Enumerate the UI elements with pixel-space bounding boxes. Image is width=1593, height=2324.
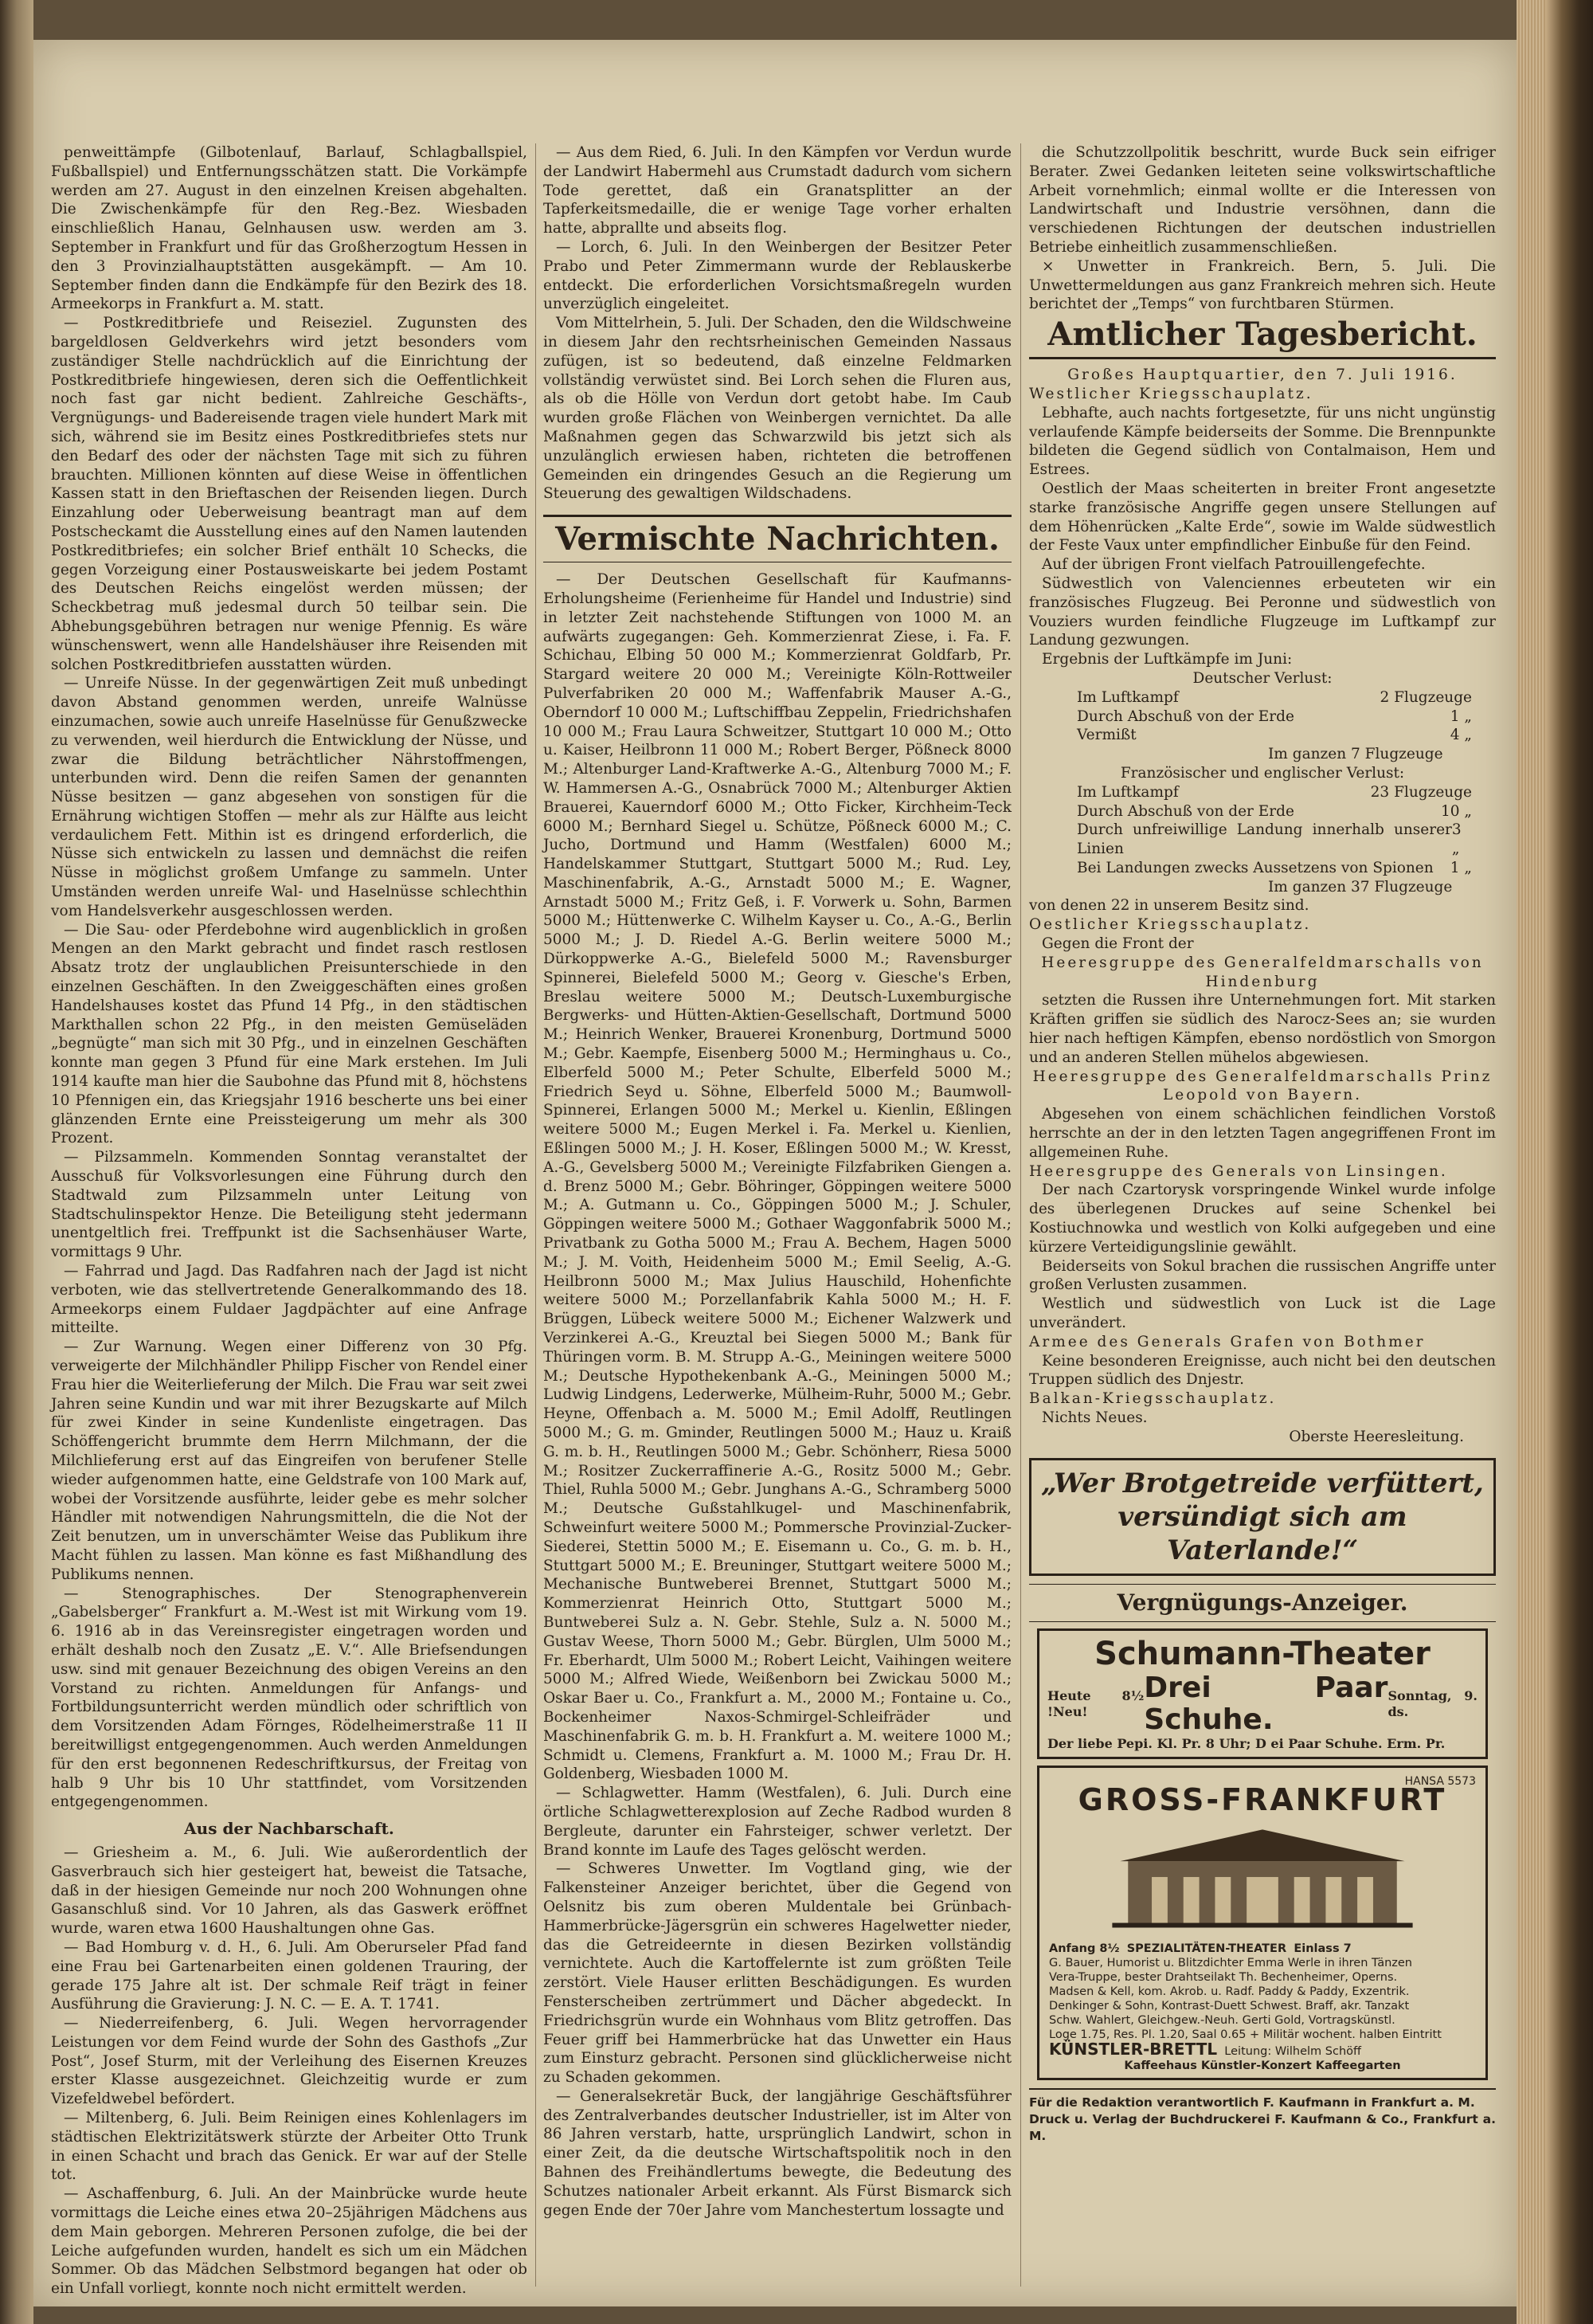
article-paragraph: — Stenographisches. Der Stenographenverein „Gabelsberger“ Frankfurt a. M.-West ist mit Wirkung vom 19. 6. 1916 ab in das Vereinsregister eingetragen worden und erhält deshalb noch den Zusatz „E. V.“. Alle Briefsendungen usw. sind mit genauer Bezeichnung des obigen Vereins an den Vorstand zu richten. Anmeldungen für Anfangs- und Fortbildungsunterricht werden mündlich oder schriftlich von dem Vorsitzenden Adam Förnges, Rödelheimerstraße 11 II bereitwilligst entgegengenommen. Auch werden Anmeldungen für den erst begonnenen Redeschriftkursus, der Freitag von halb 9 Uhr bis 10 Uhr stattfindet, vom Vorsitzenden entgegengenommen. — [51, 1585, 527, 1811]
ad-sunday: Sonntag, 9. ds. — [1388, 1687, 1478, 1719]
report-paragraph: Lebhafte, auch nachts fortgesetzte, für uns nicht ungünstig verlaufende Kämpfe beiderseits der Somme. Die Brennpunkte bildeten die Gegend südlich von Contalmaison, Hem und Estrees. — [1029, 404, 1496, 479]
ad-phone: HANSA 5573 — [1404, 1774, 1476, 1788]
loss-row: Im Luftkampf 2 Flugzeuge — [1077, 688, 1472, 706]
column-rule — [1020, 143, 1021, 2287]
report-west-heading: Westlicher Kriegsschauplatz. — [1029, 385, 1313, 402]
ad-program-line: Schw. Wahlert, Gleichgew.-Neuh. Gerti Gold, Vortragskünstl. — [1049, 2013, 1395, 2027]
article-paragraph: — Der Deutschen Gesellschaft für Kaufmanns-Erholungsheime (Ferienheime für Handel und Industrie) sind in letzter Zeit nachstehende Stiftungen von 1000 M. an aufwärts zugegangen: Geh. Kommerzienrat Ziese, i. Fa. F. Schichau, Elbing 50 000 M.; Kommerzienrat Goldfarb, Pr. Stargard weitere 20 000 M.; Vereinigte Köln-Rottweiler Pulverfabriken 20 000 M.; Waffenfabrik Mauser A.-G., Oberndorf 10 000 M.; Luftschiffbau Zeppelin, Friedrichshafen 10 000 M.; Frau Laura Schweitzer, Stuttgart 10 000 M.; Otto u. Kaiser, Heilbronn 11 000 M.; Robert Berger, Pößneck 8000 M.; Altenburger Land-Kraftwerke A.-G., Altenburg 7000 M.; F. W. Hammersen A.-G., Osnabrück 7000 M.; Altenburger Aktien Brauerei, Kauerndorf 6000 M.; Otto Ficker, Kirchheim-Teck 6000 M.; Bernhard Siegel u. Schütze, Pößneck 6000 M.; C. Jucho, Dortmund und Hamm (Westfalen) 6000 M.; Handelskammer Stuttgart, Stuttgart 5000 M.; Rud. Ley, Maschinenfabrik, A.-G., Arnstadt 5000 M.; E. Wagner, Arnstadt 5000 M.; Fritz Geß, i. F. Vorwerk u. Sohn, Barmen 5000 M.; Hüttenwerke C. Wilhelm Kayser u. Co., A.-G., Berlin 5000 M.; J. D. Riedel A.-G. Berlin weitere 5000 M.; Dürkoppwerke A.-G., Bielefeld 5000 M.; Ravensburger Spinnerei, Bielefeld 5000 M.; Georg v. Giesche's Erben, Breslau weitere 5000 M.; Deutsch-Luxemburgische Bergwerks- und Hütten-Aktien-Gesellschaft, Dortmund 5000 M.; Heinrich Wenker, Brauerei Kronenburg, Dortmund 5000 M.; Gebr. Kaempfe, Eisenberg 5000 M.; Herminghaus u. Co., Elberfeld 5000 M.; Peter Schulte, Elberfeld 5000 M.; Friedrich Seyd u. Söhne, Elberfeld 5000 M.; Baumwoll-Spinnerei, Erlangen 5000 M.; Merkel u. Kienlin, Eßlingen weitere 5000 M.; Eugen Merkel i. Fa. Merkel u. Kienlien, Eßlingen 5000 M.; J. H. Koser, Eßlingen 5000 M.; W. Kresst, A.-G., Gevelsberg 5000 M.; Vereinigte Filzfabriken Giengen a. d. Brenz 5000 M.; Gebr. Böhringer, Göppingen weitere 5000 M.; A. Gutmann u. Co., Göppingen 5000 M.; J. Schuler, Göppingen weitere 5000 M.; Gothaer Waggonfabrik 5000 M.; Privatbank zu Gotha 5000 M.; Frau A. Bechem, Hagen 5000 M.; J. M. Voith, Heidenheim 5000 M.; Emil Seelig, A.-G. Heilbronn 5000 M.; Max Julius Hauschild, Hohenfichte weitere 5000 M.; Porzellanfabrik Kahla 5000 M.; H. F. Brüggen, Lübeck weitere 5000 M.; Eichener Walzwerk und Verzinkerei A.-G., Kreuztal bei Siegen 5000 M.; Bank für Thüringen vorm. B. M. Strupp A.-G., Meiningen weitere 5000 M.; Deutsche Hypothekenbank A.-G., Meiningen 5000 M.; Ludwig Lindgens, Lederwerke, Mülheim-Ruhr, 5000 M.; Gebr. Heyne, Offenbach a. M. 5000 M.; Emil Adolff, Reutlingen 5000 M.; G. m. Gminder, Reutlingen 5000 M.; Hauz u. Kraiß G. m. b. H., Reutlingen 5000 M.; Gebr. Schönherr, Riesa 5000 M.; Rositzer Zuckerraffinerie A.-G., Rositz 5000 M.; Gebr. Thiel, Ruhla 5000 M.; Gebr. Junghans A.-G., Schramberg 5000 M.; Deutsche Gußstahlkugel- und Maschinenfabrik, Schweinfurt weitere 5000 M.; Pommersche Provinzial-Zucker-Siederei, Stettin 5000 M.; E. Eisemann u. Co., G. m. b. H., Stuttgart 5000 M.; E. Breuninger, Stuttgart weitere 5000 M.; Mechanische Buntweberei Brennet, Stuttgart 5000 M.; Kommerzienrat Heinrich Otto, Stuttgart 5000 M.; Buntweberei Sulz a. N. Gebr. Stehle, Sulz a. N. 5000 M.; Gustav Weese, Thorn 5000 M.; Gebr. Bürglen, Ulm 5000 M.; Fr. Eberhardt, Ulm 5000 M.; Robert Leicht, Vaihingen weitere 5000 M.; Alfred Wiede, Weißenborn bei Zwickau 5000 M.; Oskar Baer u. Co., Frankfurt a. M., 2000 M.; Fontaine u. Co., Bockenheimer Naxos-Schmirgel-Schleifräder und Maschinenfabrik G. m. b. H. Frankfurt a. M. weitere 1000 M.; Schmidt u. Clemens, Frankfurt a. M. 1000 M.; Frau Dr. H. Goldenberg, Wiesbaden 1000 M. — [543, 571, 1012, 1783]
article-paragraph: — Die Sau- oder Pferdebohne wird augenblicklich in großen Mengen an den Markt gebracht und findet rasch restlosen Absatz trotz der unglaublichen Preisunterschiede in den einzelnen Geschäften. In den Zweiggeschäften eines großen Handelshauses kostet das Pfund 14 Pfg., in den städtischen Markthallen schon 22 Pfg., in den meisten Gemüseläden „begnügte“ man sich mit 30 Pfg., und in einzelnen Geschäften konnte man gegen 3 Pfund für eine Mark erstehen. Im Juli 1914 kaufte man hier die Saubohne das Pfund mit 8, höchstens 10 Pfennigen ein, das Kriegsjahr 1916 bescherte uns bei einer glänzenden Ernte eine Preissteigerung um mehr als 300 Prozent. — [51, 921, 527, 1147]
army-group-heading: Armee des Generals Grafen von Bothmer — [1029, 1333, 1426, 1350]
article-paragraph: × Unwetter in Frankreich. Bern, 5. Juli. Die Unwettermeldungen aus ganz Frankreich mehren sich. Heute berichtet der „Temps“ von furchtbaren Stürmen. — [1029, 257, 1496, 313]
report-dateline: Großes Hauptquartier, den 7. Juli 1916. — [1067, 366, 1458, 384]
imprint: Für die Redaktion verantwortlich F. Kaufmann in Frankfurt a. M. Druck u. Verlag der Buchdruckerei F. Kaufmann & Co., Frankfurt a. M. — [1029, 2088, 1496, 2145]
ad-program-line: Denkinger & Sohn, Kontrast-Duett Schwest. Braff, akr. Tanzakt — [1049, 1999, 1410, 2012]
loss-row: Vermißt 4 „ — [1077, 727, 1472, 744]
article-paragraph: — Aus dem Ried, 6. Juli. In den Kämpfen vor Verdun wurde der Landwirt Habermehl aus Crumstadt dadurch vom sichern Tode gerettet, daß ein Granatsplitter an der Tapferkeitsmedaille, die er wenige Tage vorher erhalten hatte, abprallte und abseits flog. — [543, 144, 1012, 237]
report-paragraph: Südwestlich von Valenciennes erbeuteten wir ein französisches Flugzeug. Bei Peronne und südwestlich von Vouziers wurden feindliche Flugzeuge im Luftkampf zur Landung gezwungen. — [1029, 574, 1496, 649]
report-paragraph: Beiderseits von Sokul brachen die russischen Angriffe unter großen Verlusten zusammen. — [1029, 1257, 1496, 1294]
report-east-heading: Oestlicher Kriegsschauplatz. — [1029, 916, 1312, 934]
ad-brettl: KÜNSTLER-BRETTL — [1049, 2039, 1218, 2059]
ad-play-title: Drei Paar Schuhe. — [1144, 1671, 1388, 1736]
article-paragraph: — Fahrrad und Jagd. Das Radfahren nach der Jagd ist nicht verboten, wie das stellvertretende Generalkommando des 18. Armeekorps einem Fuldaer Jagdpächter auf eine Anfrage mitteilte. — [51, 1263, 527, 1337]
army-group-heading: Heeresgruppe des Generalfeldmarschalls Prinz Leopold von Bayern. — [1032, 1068, 1493, 1104]
section-heading-neighborhood: Aus der Nachbarschaft. — [184, 1819, 394, 1839]
loss-row: Im Luftkampf 23 Flugzeuge — [1077, 783, 1472, 801]
report-paragraph: Ergebnis der Luftkämpfe im Juni: — [1042, 651, 1293, 668]
report-paragraph: Westlich und südwestlich von Luck ist die Lage unverändert. — [1029, 1295, 1496, 1332]
section-heading-misc-news: Vermischte Nachrichten. — [543, 515, 1012, 562]
ad-venue-name: GROSS-FRANKFURT — [1078, 1782, 1447, 1818]
ad-spec-title: SPEZIALITÄTEN-THEATER — [1126, 1942, 1287, 1955]
loss-row: Bei Landungen zwecks Aussetzens von Spionen 1 „ — [1077, 859, 1472, 876]
ad-program-line: Vera-Truppe, bester Drahtseilakt Th. Bechenheimer, Operns. — [1049, 1970, 1398, 1984]
bread-grain-motto: „Wer Brotgetreide verfüttert, versündigt sich am Vaterlande!“ — [1029, 1458, 1496, 1576]
loss-row: Durch unfreiwillige Landung innerhalb unserer Linien 3 „ — [1077, 821, 1462, 858]
column-3 — [1029, 143, 1496, 2287]
article-paragraph: Vom Mittelrhein, 5. Juli. Der Schaden, den die Wildschweine in diesem Jahr den rechtsrheinischen Gemeinden Nassaus zufügen, ist so bedeutend, daß einzelne Feldmarken vollständig verwüstet sind. Bei Lorch sehen die Fluren aus, als ob die Hölle von Verdun dort getobt habe. Im Caub wurden große Flächen von Weinbergen vernichtet. Da alle Maßnahmen gegen das Schwarzwild bis jetzt sich als unzulänglich erwiesen haben, richteten die betroffenen Gemeinden ein dringendes Gesuch an die Regierung um Steuerung des gewaltigen Wildschadens. — [543, 315, 1012, 503]
theater-name: Schumann-Theater — [1094, 1635, 1431, 1672]
report-paragraph: Nichts Neues. — [1042, 1409, 1148, 1426]
page-body — [51, 143, 1501, 2298]
ad-cafe: Kaffeehaus Künstler-Konzert Kaffeegarten — [1124, 2059, 1401, 2072]
army-group-heading: Heeresgruppe des Generalfeldmarschalls von Hindenburg — [1041, 954, 1484, 990]
article-paragraph: — Postkreditbriefe und Reiseziel. Zugunsten des bargeldlosen Geldverkehrs wird jetzt besonders vom zuständiger Stelle nachdrücklich auf die Einrichtung der Postkreditbriefe hingewiesen, deren sich die Oeffentlichkeit noch fast gar nicht bedient. Zahlreiche Geschäfts-, Vergnügungs- und Badereisende tragen viele hundert Mark mit sich, während sie im Besitz eines Postkreditbriefes stets nur den Bedarf des oder der nächsten Tage mit sich zu führen brauchten. Millionen könnten auf diese Weise in öffentlichen Kassen statt in den Brieftaschen der Reisenden liegen. Durch Einzahlung oder Ueberweisung beantragt man auf dem Postscheckamt die Ausstellung eines auf den Namen lautenden Postkreditbriefes; ein solcher Brief enthält 10 Schecks, die gegen Vorzeigung einer Postausweiskarte bei jedem Postamt des Deutschen Reichs eingelöst werden müssen; der Scheckbetrag muß jedesmal durch 50 teilbar sein. Die Abhebungsgebühren betragen nur wenige Pfennig. Es wäre wünschenswert, wenn alle Handelshäuser ihre Reisenden mit solchen Postkreditbriefen ausstatten würden. — [51, 315, 527, 673]
article-paragraph: — Zur Warnung. Wegen einer Differenz von 30 Pfg. verweigerte der Milchhändler Philipp Fischer von Rendel einer Frau hier die Weiterlieferung der Milch. Die Frau war seit zwei Jahren seine Kundin und war mit ihrer Bezugskarte auf Milch für zwei Kinder in seine Kundenliste eingetragen. Das Schöffengericht brummte dem Herrn Milchmann, der die Milchlieferung erst auf das Eingreifen von berufener Stelle wieder aufgenommen hatte, eine Geldstrafe von 100 Mark auf, wobei der Vorsitzende ausführte, leider gebe es mehr solcher Händler mit notwendigen Nahrungsmitteln, die die Not der Zeit benutzen, um in unverschämter Weise das Publikum ihre Macht fühlen zu lassen. Man könne es fast Mißhandlung des Publikums nennen. — [51, 1338, 527, 1583]
schumann-theater-ad — [1037, 1628, 1488, 1759]
article-paragraph: — Bad Homburg v. d. H., 6. Juli. Am Oberurseler Pfad fand eine Frau bei Gartenarbeiten einen goldenen Trauring, der gerade 175 Jahre alt ist. Der schmale Reif trägt in feiner Ausführung die Gravierung: J. N. C. — E. A. T. 1741. — [51, 1938, 527, 2013]
ad-program-line: G. Bauer, Humorist u. Blitzdichter Emma Werle in ihren Tänzen — [1049, 1956, 1412, 1969]
article-paragraph: — Schlagwetter. Hamm (Westfalen), 6. Juli. Durch eine örtliche Schlagwetterexplosion auf Zeche Radbod wurden 8 Bergleute, darunter ein Fahrsteiger, schwer verletzt. Der Brand konnte im Laufe des Tages gelöscht werden. — [543, 1785, 1012, 1859]
article-paragraph: — Griesheim a. M., 6. Juli. Wie außerordentlich der Gasverbrauch sich hier gesteigert hat, beweist die Tatsache, daß in der hiesigen Gemeinde nur noch 200 Wohnungen ohne Gasanschluß sind. Vor 10 Jahren, als das Gaswerk eröffnet wurde, waren etwa 1600 Haushaltungen ohne Gas. — [51, 1844, 527, 1938]
article-paragraph: die Schutzzollpolitik beschritt, wurde Buck sein eifriger Berater. Zwei Gedanken leiteten seine volkswirtschaftliche Arbeit vornehmlich; einmal wollte er die Interessen von Landwirtschaft und Industrie versöhnen, dann die verschiedenen Richtungen der deutschen industriellen Betriebe einheitlich zusammenschließen. — [1029, 144, 1496, 256]
column-2 — [543, 143, 1012, 2287]
report-paragraph: setzten die Russen ihre Unternehmungen fort. Mit starken Kräften griffen sie südlich des Narocz-Sees an; sie wurden hier nach heftigen Kämpfen, ebenso nordöstlich von Smorgon und an anderen Stellen mühelos abgewiesen. — [1029, 992, 1496, 1066]
ad-program-line: Madsen & Kell, kom. Akrob. u. Radf. Paddy & Paddy, Exzentrik. — [1049, 1985, 1410, 1998]
article-paragraph: — Unreife Nüsse. In der gegenwärtigen Zeit muß unbedingt davon Abstand genommen werden, unreife Walnüsse einzumachen, sowie auch unreife Haselnüsse für Genußzwecke zu verwenden, weil hierdurch die Entwicklung der Nüsse, und zwar die Bildung beträchtlicher Nährstoffmengen, unterbunden wird. Denn die reifen Samen der genannten Nüsse besitzen — ganz abgesehen von sonstigen für die Ernährung wichtigen Stoffen — mehr als zur Hälfte aus leicht verdaulichem Fett. Mithin ist es dringend erforderlich, die Nüsse sich entwickeln zu lassen und demnächst die reifen Nüsse in möglichst großem Umfange zu sammeln. Unter Umständen werden unreife Wal- und Haselnüsse schlechthin vom Handelsverkehr ausgeschlossen werden. — [51, 675, 527, 919]
book-binding — [1545, 0, 1593, 2324]
ad-today: Heute 8½ !Neu! — [1047, 1687, 1145, 1719]
theater-building-illustration — [1049, 1813, 1476, 1933]
article-paragraph: — Schweres Unwetter. Im Vogtland ging, wie der Falkensteiner Anzeiger berichtet, über die Gegend von Oelsnitz bis zum oberen Muldentale bei Grünbach-Hammerbrücke-Jägersgrün ein schweres Hagelwetter nieder, das die Getreideernte in diesen Bezirken vollständig vernichtete. Auch die Kartoffelernte ist zum größten Teile zerstört. Viele Hauser erlitten Beschädigungen. Es wurden Fensterscheiben zertrümmert und Dächer abgedeckt. In Friedrichsgrün wurde ein Wohnhaus vom Blitz getroffen. Das Feuer griff bei Hammerbrücke hat das Unwetter ein Haus zum Einsturz gebracht. Personen sind glücklicherweise nicht zu Schaden gekommen. — [543, 1860, 1012, 2087]
enemy-loss-note: von denen 22 in unserem Besitz sind. — [1029, 897, 1309, 915]
ad-schedule: Der liebe Pepi. Kl. Pr. 8 Uhr; D ei Paar Schuhe. Erm. Pr. — [1047, 1735, 1446, 1751]
report-paragraph: Keine besonderen Ereignisse, auch nicht bei den deutschen Truppen südlich des Dnjestr. — [1029, 1352, 1496, 1389]
report-paragraph: Oestlich der Maas scheiterten in breiter Front angesetzte starke französische Angriffe gegen unsere Stellungen auf dem Höhenrücken „Kalte Erde“, sowie im Walde südwestlich der Feste Vaux unter empfindlicher Einbuße für den Feind. — [1029, 480, 1496, 555]
report-paragraph: Gegen die Front der — [1042, 935, 1194, 953]
newspaper-page — [33, 40, 1517, 2306]
article-paragraph: — Generalsekretär Buck, der langjährige Geschäftsführer des Zentralverbandes deutscher Industrieller, ist im Alter von 86 Jahren verstarb, hatte, ursprünglich Landwirt, schon in einer Zeit, da die deutsche Wirtschaftspolitik noch in den Bahnen des Freihändlertums bewegte, die Bedeutung des Schutzes nationaler Arbeit erkannt. Als Fürst Bismarck sich gegen Ende der 70er Jahre vom Manchestertum lossagte und — [543, 2087, 1012, 2219]
report-balkan-heading: Balkan-Kriegsschauplatz. — [1029, 1390, 1277, 1408]
report-paragraph: Auf der übrigen Front vielfach Patrouillengefechte. — [1042, 556, 1426, 574]
article-paragraph: — Lorch, 6. Juli. In den Weinbergen der Besitzer Peter Prabo und Peter Zimmermann wurde der Reblauskerbe entdeckt. Die erforderlichen Vorsichtsmaßregeln wurden unverzüglich eingeleitet. — [543, 238, 1012, 313]
german-loss-total: Im ganzen 7 Flugzeuge — [1268, 746, 1443, 763]
column-rule — [535, 143, 536, 2287]
adjacent-page-edge — [0, 0, 33, 2324]
entertainment-heading: Vergnügungs-Anzeiger. — [1029, 1584, 1496, 1622]
report-paragraph: Der nach Czartorysk vorspringende Winkel wurde infolge des überlegenen Druckes auf seine Schenkel bei Kostiuchnowka und westlich von Kolki aufgegeben und eine kürzere Verteidigungslinie gewählt. — [1029, 1182, 1496, 1256]
report-signature: Oberste Heeresleitung. — [1289, 1428, 1464, 1445]
column-1 — [51, 143, 527, 2298]
book-block-edges — [1517, 0, 1545, 2324]
article-paragraph: penweittämpfe (Gilbotenlauf, Barlauf, Schlagballspiel, Fußballspiel) und Entfernungsschätzen statt. Die Vorkämpfe werden am 27. August in den einzelnen Kreisen abgehalten. Die Zwischenkämpfe für den Reg.-Bez. Wiesbaden einschließlich Hanau, Gelnhausen usw. werden am 3. September in Frankfurt und für das Großherzogtum Hessen in den 3 Provinzialhauptstätten ausgekämpft. — Am 10. September finden dann die Endkämpfe für den Bezirk des 18. Armeekorps in Frankfurt a. M. statt. — [51, 144, 527, 313]
loss-row: Durch Abschuß von der Erde 10 „ — [1077, 802, 1472, 820]
article-paragraph: — Niederreifenberg, 6. Juli. Wegen hervorragender Leistungen vor dem Feind wurde der Sohn des Gasthofs „Zur Post“, Josef Sturm, mit der Verleihung des Eisernen Kreuzes erster Klasse ausgezeichnet. Gleichzeitig wurde er zum Vizefeldwebel befördert. — [51, 2015, 527, 2108]
army-group-heading: Heeresgruppe des Generals von Linsingen. — [1029, 1162, 1448, 1180]
german-loss-heading: Deutscher Verlust: — [1192, 669, 1333, 687]
article-paragraph: — Aschaffenburg, 6. Juli. An der Mainbrücke wurde heute vormittags die Leiche eines etwa 20–25jährigen Mädchens aus dem Main geborgen. Mehreren Personen zufolge, die bei der Leiche aufgefunden wurden, handelt es sich um ein Mädchen Sommer. Ob das Mädchen Selbstmord begangen hat oder ob ein Unfall vorliegt, konnte noch nicht ermittelt werden. — [51, 2185, 527, 2298]
article-paragraph: — Miltenberg, 6. Juli. Beim Reinigen eines Kohlenlagers im städtischen Elektrizitätswerk stürzte der Arbeiter Otto Trunk in einen Schacht und brach das Genick. Er war auf der Stelle tot. — [51, 2110, 527, 2184]
section-heading-official-report: Amtlicher Tagesbericht. — [1029, 315, 1496, 359]
ad-program-line: Loge 1.75, Res. Pl. 1.20, Saal 0.65 + Militär wochent. halben Eintritt — [1049, 2028, 1442, 2041]
article-paragraph: — Pilzsammeln. Kommenden Sonntag veranstaltet der Ausschuß für Volksvorlesungen eine Führung durch den Stadtwald zum Pilzsammeln unter Leitung von Stadtschulinspektor Henze. Die Beteiligung steht jedermann unentgeltlich frei. Treffpunkt ist die Sachsenhäuser Warte, vormittags 9 Uhr. — [51, 1149, 527, 1261]
gross-frankfurt-ad: HANSA 5573 GROSS-FRANKFURT Anfang 8½ SPEZIALITÄTEN-THEATER Einlass 7 G. Bauer, Humorist u. Blitzdichter Emma Werle in ihren Tänzen Vera-Truppe, bester Drahtseilakt Th. Bechenheimer, Operns. Madsen & Kell, kom. Akrob. u. Radf. Paddy & Paddy, Exzentrik. Denkinger & Sohn, Kontrast-Duett Schwest. Braff, akr. Tanzakt Schw. Wahlert, Gleichgew.-Neuh. Gerti Gold, Vortragskünstl. Loge 1.75, Res. Pl. 1.20, Saal 0.65 + Militär wochent. halben Eintritt KÜNSTLER-BRETTL Leitung: Wilhelm Schöff Kaffeehaus Künstler-Konzert Kaffeegarten — [1037, 1766, 1488, 2080]
enemy-loss-total: Im ganzen 37 Flugzeuge — [1268, 878, 1453, 896]
enemy-loss-heading: Französischer und englischer Verlust: — [1120, 764, 1405, 782]
report-paragraph: Abgesehen von einem schächlichen feindlichen Vorstoß herrschte an der in den letzten Tagen angegriffenen Front im allgemeinen Ruhe. — [1029, 1106, 1496, 1161]
loss-row: Durch Abschuß von der Erde 1 „ — [1077, 707, 1472, 725]
